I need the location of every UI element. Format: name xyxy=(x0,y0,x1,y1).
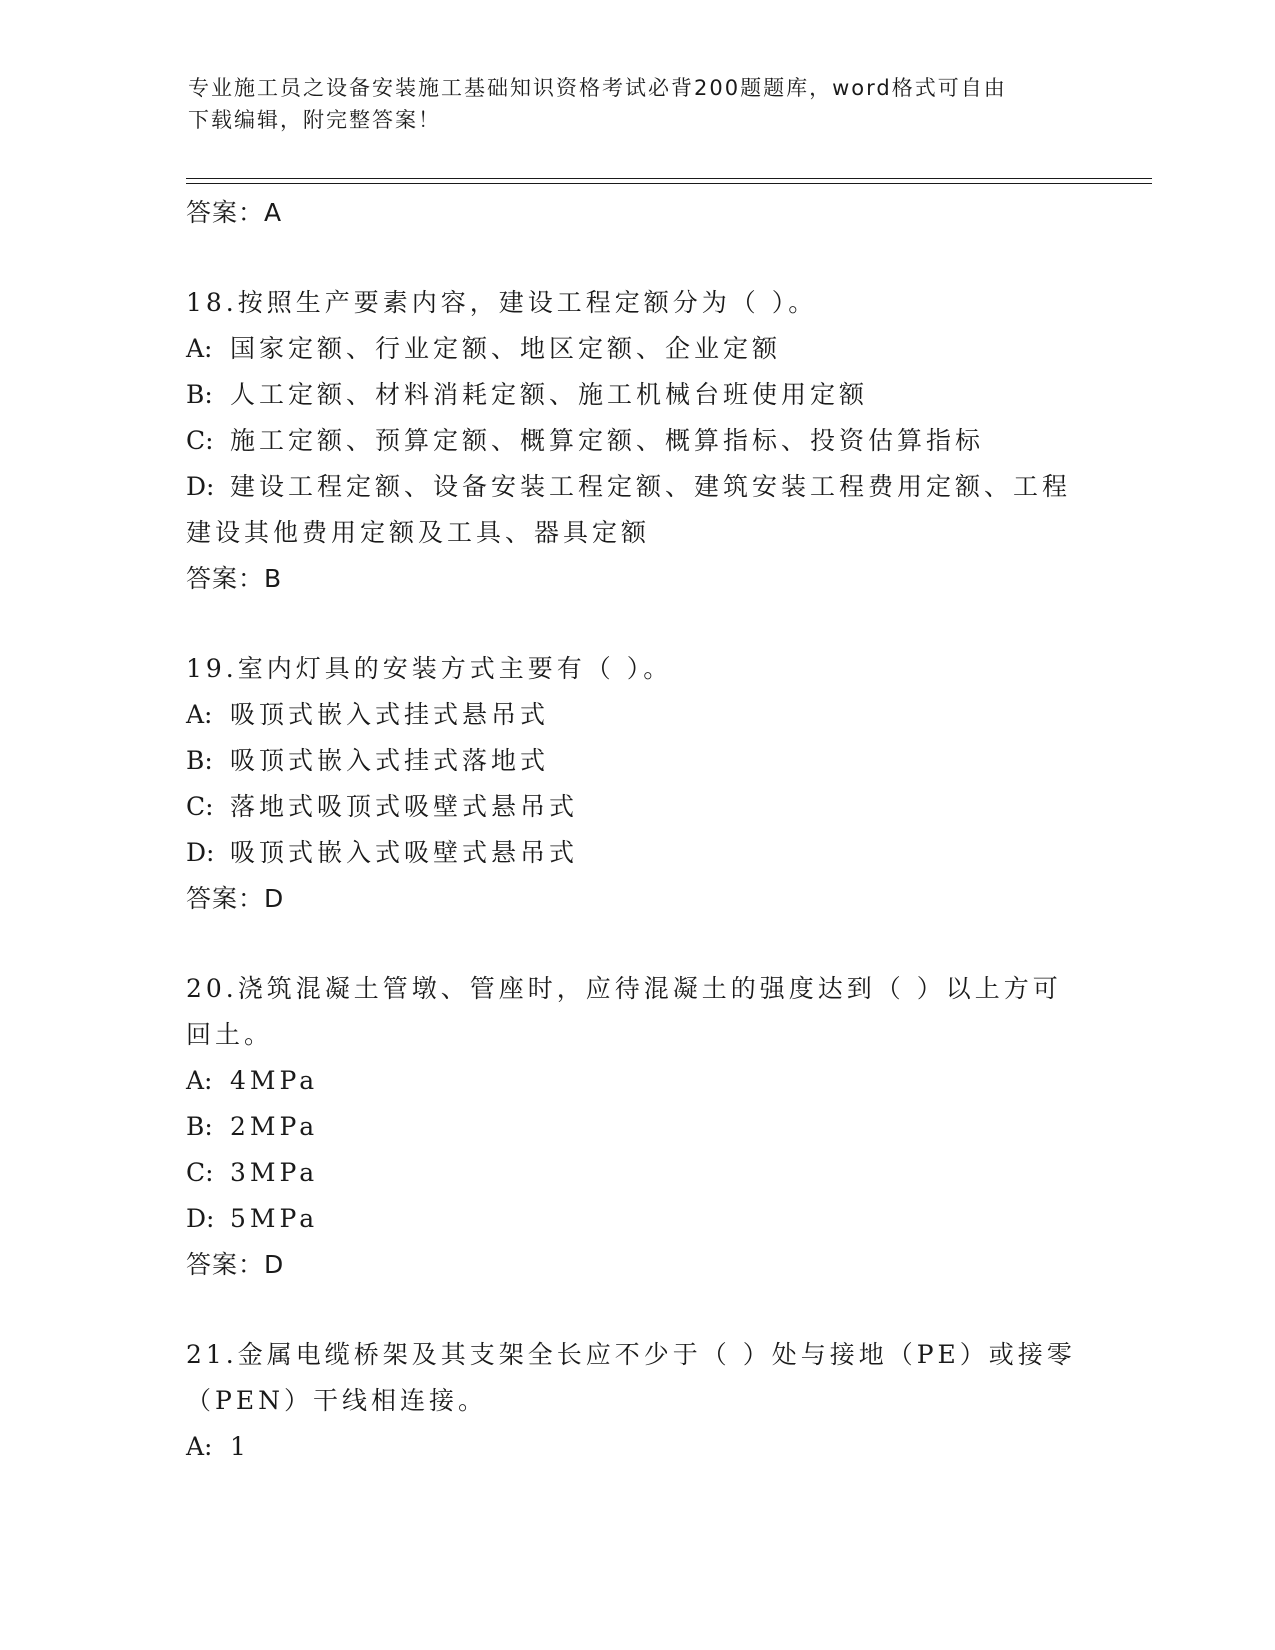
option-d xyxy=(186,830,1086,876)
option-key: D: xyxy=(186,838,215,867)
question-text: （PEN）干线相连接。 xyxy=(186,1386,487,1415)
option-c xyxy=(186,418,1086,464)
option-key: B: xyxy=(186,380,213,409)
option-d xyxy=(186,510,1086,556)
option-key: B: xyxy=(186,746,213,775)
option-key: A: xyxy=(186,1066,213,1095)
option-key: A: xyxy=(186,700,213,729)
option-text: 落地式吸顶式吸壁式悬吊式 xyxy=(230,792,579,821)
option-text: 国家定额、行业定额、地区定额、企业定额 xyxy=(230,334,782,363)
question-list xyxy=(186,190,1086,1514)
option-key: A: xyxy=(186,1432,213,1461)
option-text: 4MPa xyxy=(230,1066,319,1095)
option-key: C: xyxy=(186,426,214,455)
option-key: D: xyxy=(186,1204,215,1233)
question-block xyxy=(186,966,1086,1288)
option-a xyxy=(186,692,1086,738)
answer-line: 答案：D xyxy=(186,1250,285,1279)
option-b xyxy=(186,1104,1086,1150)
answer-line: 答案：B xyxy=(186,564,283,593)
header-divider-bottom xyxy=(186,183,1152,184)
option-key: A: xyxy=(186,334,213,363)
option-key: B: xyxy=(186,1112,213,1141)
option-a xyxy=(186,1058,1086,1104)
option-text: 建设其他费用定额及工具、器具定额 xyxy=(186,518,651,547)
header-line-1: 专业施工员之设备安装施工基础知识资格考试必背200题题库，word格式可自由 xyxy=(188,76,1007,100)
question-text: 回土。 xyxy=(186,1020,274,1049)
option-b xyxy=(186,372,1086,418)
option-key: D: xyxy=(186,472,215,501)
answer-line: 答案：D xyxy=(186,884,285,913)
option-text: 施工定额、预算定额、概算定额、概算指标、投资估算指标 xyxy=(230,426,985,455)
option-a xyxy=(186,326,1086,372)
option-c xyxy=(186,784,1086,830)
question-text: 21.金属电缆桥架及其支架全长应不少于（ ）处与接地（PE）或接零 xyxy=(186,1340,1076,1369)
option-text: 吸顶式嵌入式挂式悬吊式 xyxy=(230,700,550,729)
option-text: 吸顶式嵌入式吸壁式悬吊式 xyxy=(230,838,579,867)
header-line-2: 下载编辑，附完整答案！ xyxy=(188,108,441,132)
question-block xyxy=(186,1332,1086,1470)
question-block xyxy=(186,280,1086,602)
option-d xyxy=(186,464,1086,510)
option-text: 吸顶式嵌入式挂式落地式 xyxy=(230,746,550,775)
previous-answer: 答案：A xyxy=(186,198,283,227)
question-text: 18.按照生产要素内容，建设工程定额分为（ ）。 xyxy=(186,288,818,317)
option-c xyxy=(186,1150,1086,1196)
option-text: 2MPa xyxy=(230,1112,319,1141)
option-key: C: xyxy=(186,792,214,821)
option-text: 建设工程定额、设备安装工程定额、建筑安装工程费用定额、工程 xyxy=(230,472,1072,501)
option-b xyxy=(186,738,1086,784)
question-text: 20.浇筑混凝土管墩、管座时，应待混凝土的强度达到（ ）以上方可 xyxy=(186,974,1062,1003)
option-a xyxy=(186,1424,1086,1470)
question-block xyxy=(186,646,1086,922)
option-d xyxy=(186,1196,1086,1242)
header-divider-top xyxy=(186,178,1152,179)
option-text: 人工定额、材料消耗定额、施工机械台班使用定额 xyxy=(230,380,869,409)
question-text: 19.室内灯具的安装方式主要有（ ）。 xyxy=(186,654,673,683)
option-text: 5MPa xyxy=(230,1204,319,1233)
option-key: C: xyxy=(186,1158,214,1187)
option-text: 3MPa xyxy=(230,1158,319,1187)
option-text: 1 xyxy=(230,1432,250,1461)
document-header xyxy=(188,72,1068,136)
